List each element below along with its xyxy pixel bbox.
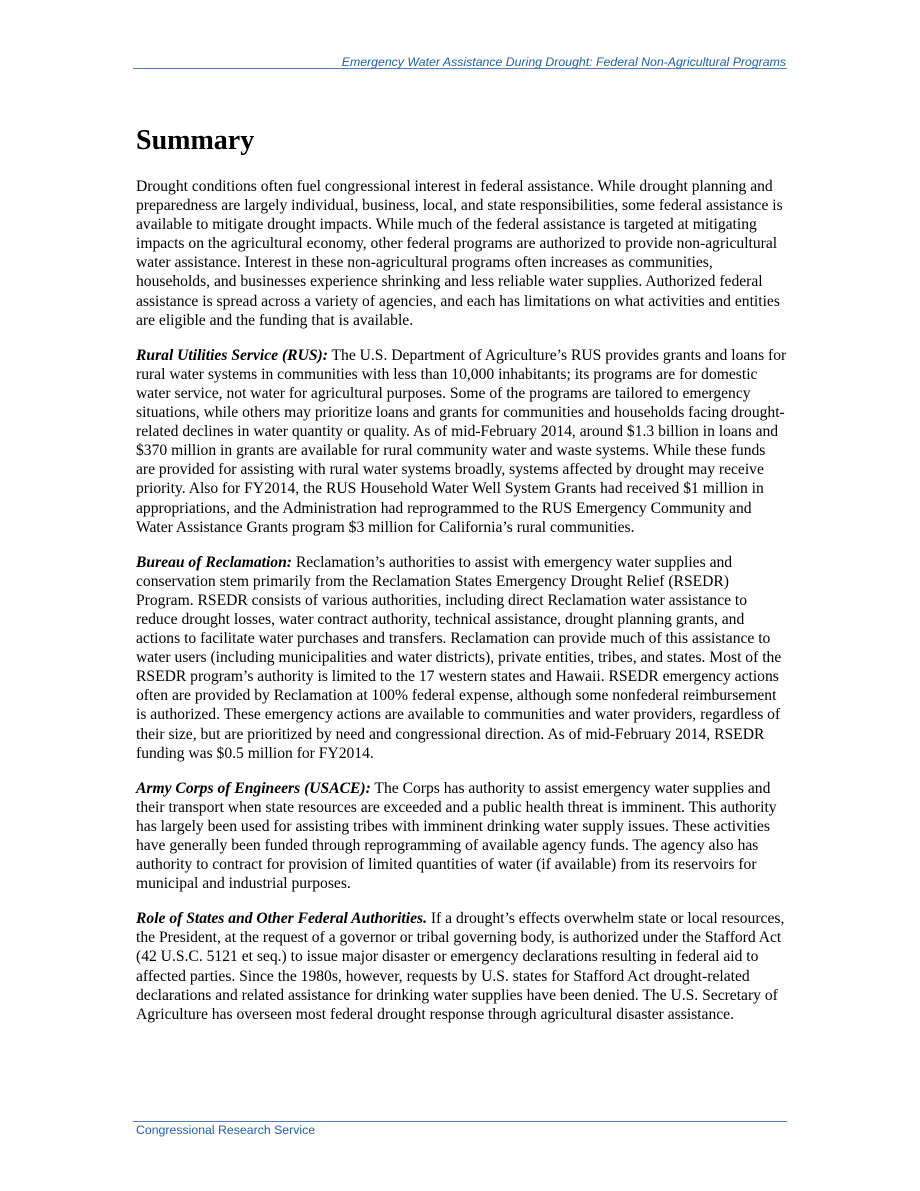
intro-paragraph — [136, 177, 788, 330]
rus-paragraph — [136, 346, 788, 537]
states-paragraph — [136, 909, 788, 1024]
footer-publisher: Congressional Research Service — [136, 1123, 316, 1137]
summary-body — [136, 177, 788, 1040]
paragraph-text: The Corps has authority to assist emergency water supplies and their transport when state resources are exceeded and a public health threat is imminent. This authority has largely been used for assisting tribes with imminent drinking water supply issues. These activities have generally been funded through reprogramming of available agency funds. The agency also has authority to contract for provision of limited quantities of water (if available) from its reservoirs for municipal and industrial purposes. — [136, 779, 777, 893]
paragraph-lead: Rural Utilities Service (RUS): — [136, 346, 328, 364]
paragraph-lead: Role of States and Other Federal Authorities. — [136, 910, 427, 928]
footer-rule — [133, 1121, 787, 1122]
running-header: Emergency Water Assistance During Drought: Federal Non-Agricultural Programs — [341, 55, 786, 69]
paragraph-text: If a drought’s effects overwhelm state or local resources, the President, at the request of a governor or tribal governing body, is authorized under the Stafford Act (42 U.S.C. 5121 et seq.) to issue major disaster or emergency declarations resulting in federal aid to affected parties. Since the 1980s, however, requests by U.S. states for Stafford Act drought-related declarations and related assistance for drinking water supplies have been denied. The U.S. Secretary of Agriculture has overseen most federal drought response through agricultural disaster assistance. — [136, 910, 785, 1023]
paragraph-lead: Army Corps of Engineers (USACE): — [136, 779, 371, 797]
page-title: Summary — [136, 125, 255, 156]
paragraph-text: Reclamation’s authorities to assist with emergency water supplies and conservation stem primarily from the Reclamation States Emergency Drought Relief (RSEDR) Program. RSEDR consists of various authorities, including direct Reclamation water assistance to reduce drought losses, water contract authority, technical assistance, drought planning grants, and actions to facilitate water purchases and transfers. Reclamation can provide much of this assistance to water users (including municipalities and water districts), private entities, tribes, and states. Most of the RSEDR program’s authority is limited to the 17 western states and Hawaii. RSEDR emergency actions often are provided by Reclamation at 100% federal expense, although some nonfederal reimbursement is authorized. These emergency actions are available to communities and water providers, regardless of their size, but are prioritized by need and congressional direction. As of mid-February 2014, RSEDR funding was $0.5 million for FY2014. — [136, 553, 782, 762]
header-rule — [133, 68, 787, 69]
reclamation-paragraph — [136, 553, 788, 763]
paragraph-text: Drought conditions often fuel congressional interest in federal assistance. While drought planning and preparedness are largely individual, business, local, and state responsibilities, some federal assistance is available to mitigate drought impacts. While much of the federal assistance is targeted at mitigating impacts on the agricultural economy, other federal programs are authorized to provide non-agricultural water assistance. Interest in these non-agricultural programs often increases as communities, households, and businesses experience shrinking and less reliable water supplies. Authorized federal assistance is spread across a variety of agencies, and each has limitations on what activities and entities are eligible and the funding that is available. — [136, 178, 783, 329]
paragraph-lead: Bureau of Reclamation: — [136, 553, 292, 571]
paragraph-text: The U.S. Department of Agriculture’s RUS provides grants and loans for rural water systems in communities with less than 10,000 inhabitants; its programs are for domestic water service, not water for agricultural purposes. Some of the programs are tailored to emergency situations, while others may prioritize loans and grants for communities and households facing drought-related declines in water quantity or quality. As of mid-February 2014, around $1.3 billion in loans and $370 million in grants are available for rural community water and waste systems. While these funds are provided for assisting with rural water systems broadly, systems affected by drought may receive priority. Also for FY2014, the RUS Household Water Well System Grants had received $1 million in appropriations, and the Administration had reprogrammed to the RUS Emergency Community and Water Assistance Grants program $3 million for California’s rural communities. — [136, 346, 787, 536]
usace-paragraph — [136, 779, 788, 894]
